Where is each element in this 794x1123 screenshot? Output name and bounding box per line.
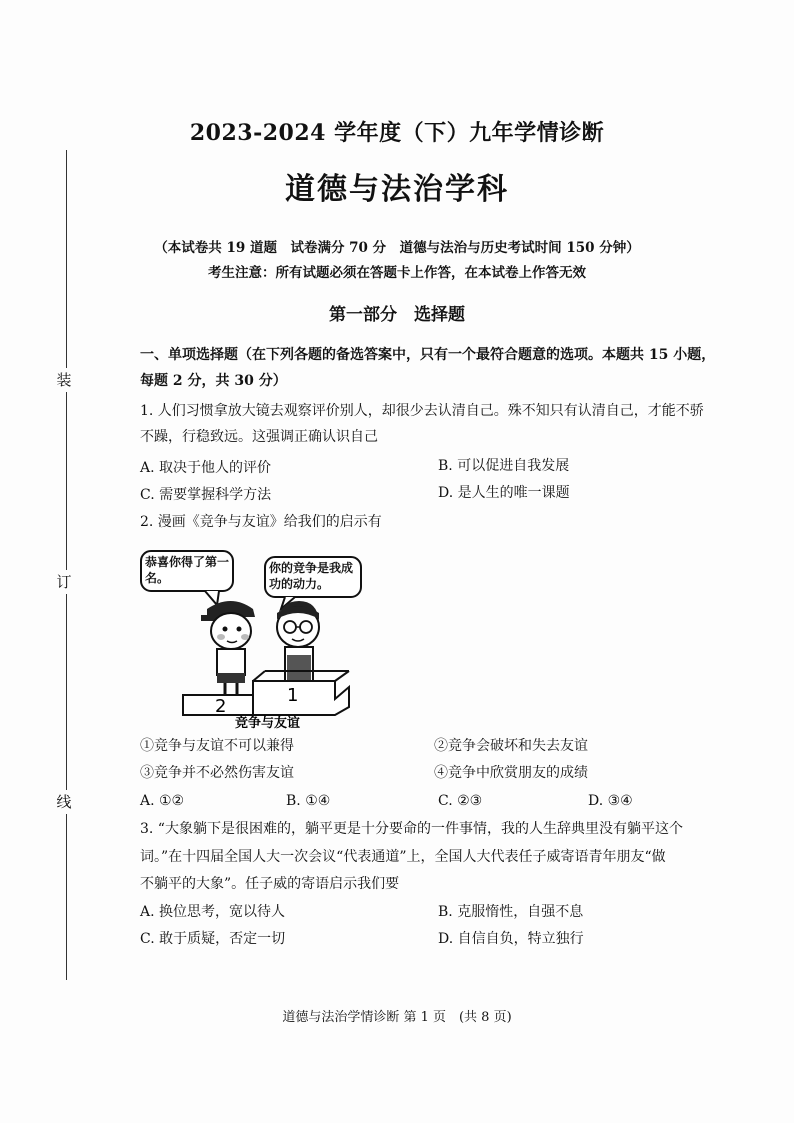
exam-info: （本试卷共 19 道题 试卷满分 70 分 道德与法治与历史考试时间 150 分钟） <box>154 240 640 256</box>
binding-char-xian: 线 <box>52 790 76 814</box>
podium-2-label: 2 <box>215 696 227 717</box>
subject-title: 道德与法治学科 <box>285 172 509 207</box>
q2-option-b: B. ①④ <box>286 793 331 809</box>
binding-char-ding: 订 <box>52 570 76 594</box>
q3-stem-line3: 不躺平的大象”。任子威的寄语启示我们要 <box>140 876 400 892</box>
binding-char-zhuang: 装 <box>52 368 76 392</box>
q2-statement-1: ①竞争与友谊不可以兼得 <box>140 738 294 754</box>
q1-stem-line2: 不躁，行稳致远。这强调正确认识自己 <box>140 429 378 445</box>
bubble-left-text: 恭喜你得了第一名。 <box>145 555 230 585</box>
right-boy-figure <box>277 601 319 685</box>
q2-statement-2: ②竞争会破坏和失去友谊 <box>434 738 588 754</box>
q1-stem-line1: 1. 人们习惯拿放大镜去观察评价别人，却很少去认清自己。殊不知只有认清自己，才能不骄 <box>140 403 704 419</box>
q1-option-b: B. 可以促进自我发展 <box>438 458 570 474</box>
page-footer: 道德与法治学情诊断 第 1 页 (共 8 页) <box>282 1010 512 1025</box>
podium-1-label: 1 <box>287 685 299 706</box>
speech-bubble-left-tail <box>205 591 219 605</box>
q1-option-d: D. 是人生的唯一课题 <box>438 485 570 501</box>
q2-stem: 2. 漫画《竞争与友谊》给我们的启示有 <box>140 514 382 530</box>
exam-notice: 考生注意：所有试题必须在答题卡上作答，在本试卷上作答无效 <box>208 265 586 281</box>
podium-first <box>253 681 349 715</box>
q3-stem-line1: 3. “大象躺下是很困难的，躺平更是十分要命的一件事情，我的人生辞典里没有躺平这个 <box>140 821 683 837</box>
q3-option-d: D. 自信自负，特立独行 <box>438 931 584 947</box>
q1-option-a: A. 取决于他人的评价 <box>140 460 272 476</box>
q2-option-d: D. ③④ <box>588 793 633 809</box>
q2-option-a: A. ①② <box>140 793 185 809</box>
q2-option-c: C. ②③ <box>438 793 483 809</box>
q3-option-b: B. 克服惰性，自强不息 <box>438 904 584 920</box>
section-heading-line2: 每题 2 分，共 30 分） <box>140 373 287 389</box>
bubble-right-text: 你的竞争是我成功的动力。 <box>269 561 354 591</box>
exam-title: 2023-2024 学年度（下）九年学情诊断 <box>189 120 605 146</box>
cartoon-drawing <box>135 547 365 729</box>
q3-option-a: A. 换位思考，宽以待人 <box>140 904 286 920</box>
cartoon-competition-friendship <box>135 547 365 729</box>
section-heading-line1: 一、单项选择题（在下列各题的备选答案中，只有一个最符合题意的选项。本题共 15 小题， <box>140 347 716 363</box>
q2-statement-4: ④竞争中欣赏朋友的成绩 <box>434 765 588 781</box>
q3-stem-line2: 词。”在十四届全国人大一次会议“代表通道”上，全国人大代表任子威寄语青年朋友“做 <box>140 849 666 865</box>
part-title: 第一部分 选择题 <box>329 305 465 325</box>
q1-option-c: C. 需要掌握科学方法 <box>140 487 272 503</box>
q3-option-c: C. 敢于质疑，否定一切 <box>140 931 286 947</box>
cartoon-caption: 竞争与友谊 <box>235 716 301 729</box>
q2-statement-3: ③竞争并不必然伤害友谊 <box>140 765 294 781</box>
left-boy-figure <box>201 601 255 697</box>
